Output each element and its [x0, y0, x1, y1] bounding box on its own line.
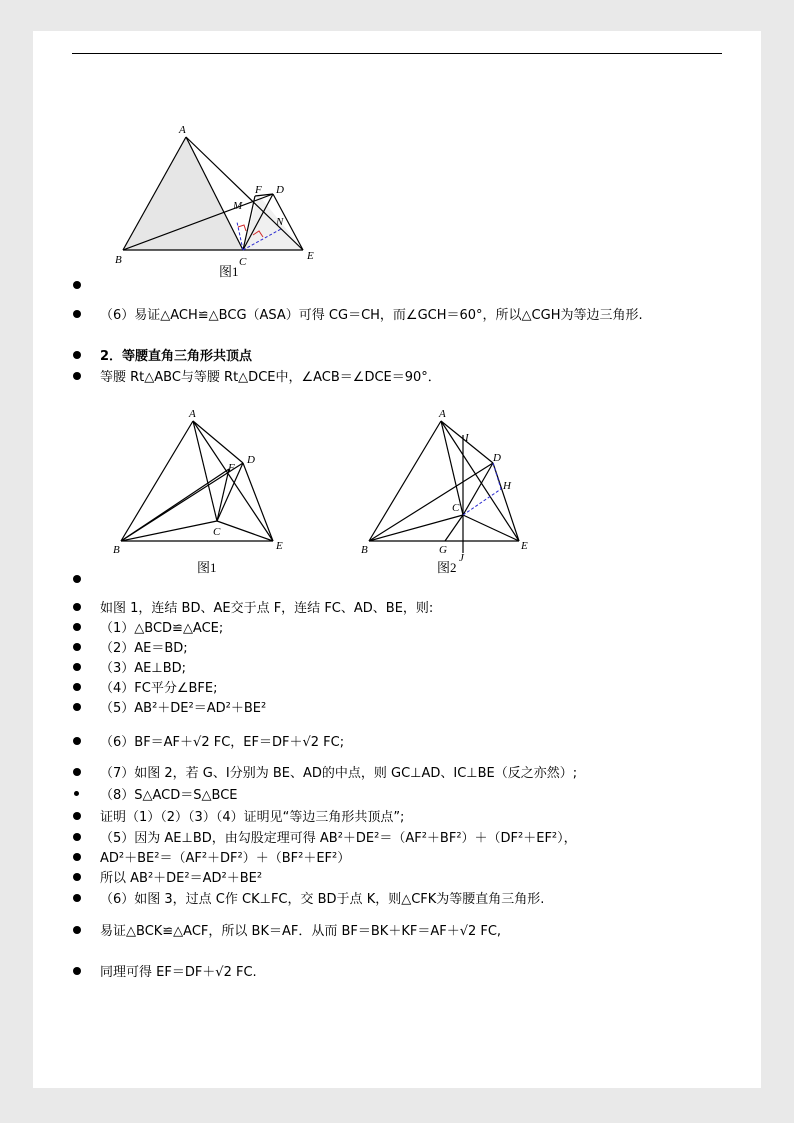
section-heading: 2．等腰直角三角形共顶点 — [100, 349, 253, 364]
label-F: F — [255, 184, 262, 196]
bullet — [73, 663, 81, 671]
label-E: E — [276, 540, 283, 552]
text-line: 易证△BCK≌△ACF，所以 BK＝AF．从而 BF＝BK＋KF＝AF＋√2 FC, — [100, 924, 502, 939]
bullet — [73, 768, 81, 776]
label-A: A — [189, 408, 196, 420]
text-line: 所以 AB²＋DE²＝AD²＋BE² — [100, 871, 263, 886]
bullet — [73, 873, 81, 881]
text-line: 等腰 Rt△ABC与等腰 Rt△DCE中，∠ACB＝∠DCE＝90°． — [100, 370, 441, 385]
label-A: A — [179, 124, 186, 136]
text-line: （6）如图 3，过点 C作 CK⊥FC，交 BD于点 K，则△CFK为等腰直角三角形. — [100, 892, 545, 907]
bullet — [73, 894, 81, 902]
label-B: B — [115, 254, 122, 266]
bullet — [73, 575, 81, 583]
label-D: D — [276, 184, 284, 196]
text-line: （5）AB²＋DE²＝AD²＋BE² — [100, 701, 267, 716]
figure-top-caption: 图1 — [219, 264, 239, 279]
text-line: （5）因为 AE⊥BD，由勾股定理可得 AB²＋DE²＝（AF²＋BF²）＋（DF²＋EF²）， — [100, 831, 577, 846]
figure-mid-right — [353, 403, 553, 563]
text-line: （6）易证△ACH≌△BCG（ASA）可得 CG＝CH，而∠GCH＝60°，所以△CGH为等边三角形. — [100, 308, 643, 323]
text-line: （7）如图 2，若 G、I分别为 BE、AD的中点，则 GC⊥AD、IC⊥BE（反之亦然）; — [100, 766, 578, 781]
bullet — [73, 703, 81, 711]
label-B: B — [113, 544, 120, 553]
bullet — [73, 833, 81, 841]
text-line: （1）△BCD≌△ACE; — [100, 621, 224, 636]
bullet — [73, 812, 81, 820]
bullet — [73, 372, 81, 380]
label-E: E — [307, 250, 314, 262]
bullet — [73, 310, 81, 318]
text-line: （8）S△ACD＝S△BCE — [100, 788, 238, 803]
label-C: C — [239, 256, 247, 268]
text-line: （6）BF＝AF＋√2 FC，EF＝DF＋√2 FC; — [100, 735, 345, 750]
bullet — [73, 281, 81, 289]
figure-mid-left — [113, 403, 313, 553]
label-H: H — [503, 480, 511, 492]
label-E: E — [521, 540, 528, 552]
figure-mid-left-caption: 图1 — [197, 560, 217, 575]
label-N: N — [276, 216, 284, 228]
text-line: （4）FC平分∠BFE; — [100, 681, 218, 696]
text-line: AD²＋BE²＝（AF²＋DF²）＋（BF²＋EF²） — [100, 851, 351, 866]
header-rule — [72, 53, 722, 54]
label-C: C — [213, 526, 221, 538]
bullet — [73, 967, 81, 975]
label-I: I — [465, 432, 469, 444]
bullet — [73, 351, 81, 359]
label-B: B — [361, 544, 368, 556]
document-page — [33, 31, 761, 1088]
label-G: G — [439, 544, 447, 556]
bullet — [73, 643, 81, 651]
text-line: 证明（1）（2）（3）（4）证明见“等边三角形共顶点”; — [100, 810, 405, 825]
label-F: F — [228, 462, 235, 474]
label-M: M — [233, 200, 243, 212]
bullet — [73, 737, 81, 745]
figure-top — [113, 119, 353, 279]
bullet — [73, 603, 81, 611]
bullet — [73, 623, 81, 631]
bullet — [73, 683, 81, 691]
text-line: 如图 1，连结 BD、AE交于点 F，连结 FC、AD、BE，则: — [100, 601, 434, 616]
label-D: D — [247, 454, 255, 466]
label-J: J — [459, 552, 464, 563]
label-A: A — [439, 408, 446, 420]
text-line: （2）AE＝BD; — [100, 641, 188, 656]
bullet — [74, 791, 79, 796]
text-line: （3）AE⊥BD; — [100, 661, 187, 676]
figure-mid-right-caption: 图2 — [437, 560, 457, 575]
label-C: C — [452, 502, 460, 514]
bullet — [73, 926, 81, 934]
label-D: D — [493, 452, 501, 464]
bullet — [73, 853, 81, 861]
text-line: 同理可得 EF＝DF＋√2 FC. — [100, 965, 257, 980]
